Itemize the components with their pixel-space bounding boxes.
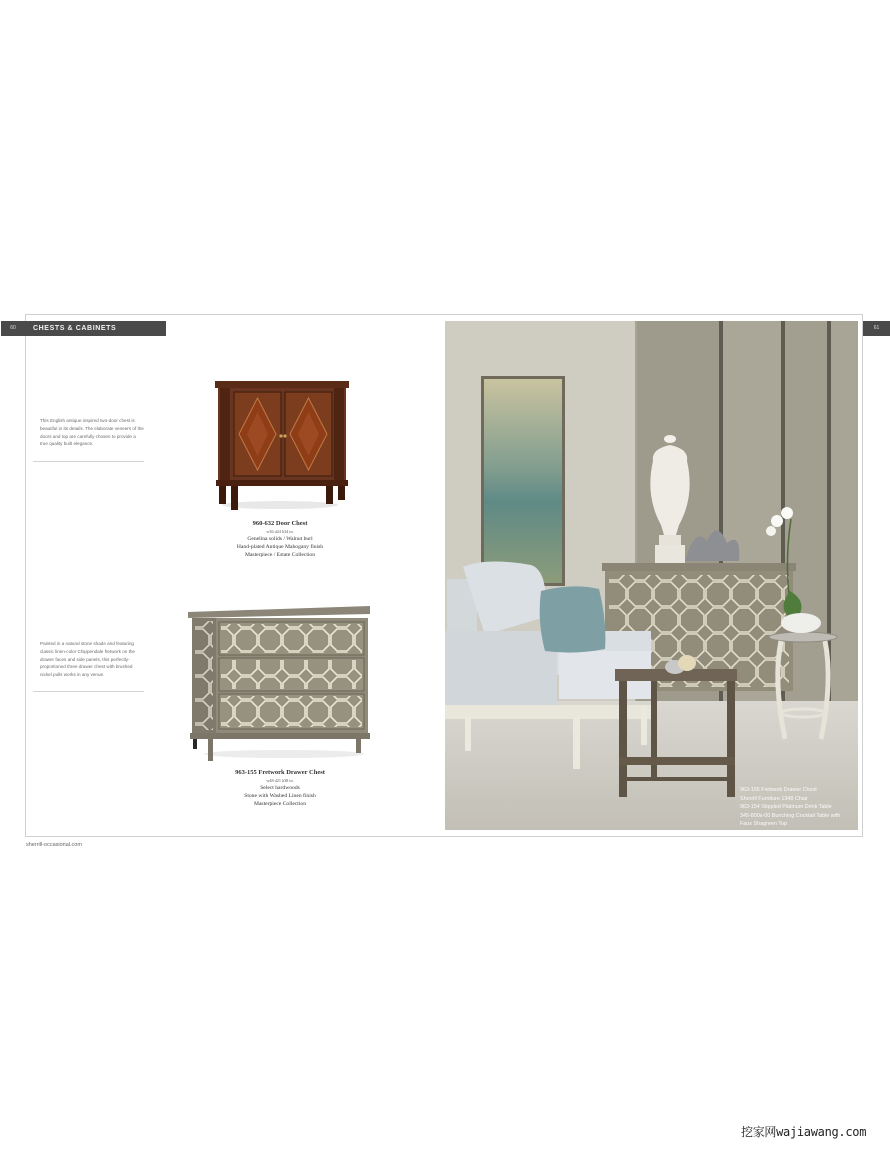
product-dimensions: w36 d24 h34 in. (266, 529, 294, 534)
product-finish: Hand-plated Antique Mahogany finish (236, 544, 324, 550)
divider (33, 461, 144, 462)
product-description: This English antique inspired two-door chest is beautiful in its details. The elaborate veneers of the doors and top are carefully chosen to provide a true quality built elegance. (40, 418, 144, 447)
door-chest-image (212, 378, 352, 513)
photo-caption-line: 963-154 Stippled Platinum Drink Table (740, 804, 832, 810)
photo-caption-line: 345-800s-00 Bunching Cocktail Table with (740, 812, 841, 819)
product-collection: Masterpiece / Estate Collection (244, 552, 316, 558)
website-url: sherrill-occasional.com (26, 842, 82, 848)
watermark: 挖家网wajiawang.com (741, 1125, 867, 1139)
product-caption (200, 768, 360, 808)
photo-caption-line: Faux Shagreen Top (740, 821, 787, 827)
divider (33, 691, 144, 692)
product-material: Genelina solids / Walnut burl (247, 536, 313, 542)
fretwork-chest-image (186, 604, 374, 764)
product-finish: Stone with Washed Linen finish (244, 793, 316, 799)
left-page-number: 60 (1, 321, 25, 336)
room-photo (445, 321, 858, 830)
photo-caption-line: Sherrill Furniture 1348 Chair (740, 795, 808, 802)
product-collection: Masterpiece Collection (253, 801, 307, 807)
product-title: 963-155 Fretwork Drawer Chest (235, 769, 325, 776)
product-title: 960-632 Door Chest (252, 520, 308, 527)
product-dimensions: w48 d21 h38 in. (266, 778, 294, 783)
product-caption (205, 519, 355, 559)
right-page-number: 61 (863, 321, 890, 336)
photo-caption-line: 963-155 Fretwork Drawer Chest (740, 787, 817, 793)
section-title: CHESTS & CABINETS (25, 321, 166, 336)
photo-caption (740, 786, 858, 829)
product-material: Select hardwoods (260, 785, 300, 791)
product-description: Painted in a natural stone shade and featuring classic linen-color Chippendale fretwork on the drawer faces and side panels, this perfectly-proportioned three drawer chest with brushed nickel pulls works in any venue. (40, 641, 135, 678)
